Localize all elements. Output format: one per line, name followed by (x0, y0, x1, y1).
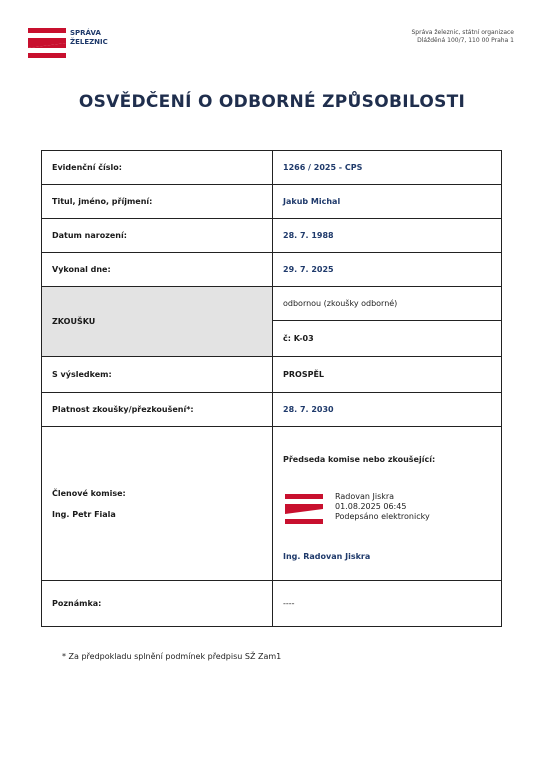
signature-logo-icon (285, 494, 323, 524)
note-value: ---- (273, 581, 502, 627)
birth-value: 28. 7. 1988 (273, 219, 502, 253)
validity-label: Platnost zkoušky/přezkoušení*: (42, 393, 273, 427)
validity-value: 28. 7. 2030 (273, 393, 502, 427)
footnote: * Za předpokladu splnění podmínek předpisu SŽ Zam1 (62, 652, 282, 661)
committee-members-cell (42, 427, 273, 581)
row-result (42, 357, 502, 393)
name-value: Jakub Michal (273, 185, 502, 219)
evidence-label: Evidenční číslo: (42, 151, 273, 185)
document-title: OSVĚDČENÍ O ODBORNÉ ZPŮSOBILOSTI (78, 92, 466, 112)
row-evidence (42, 151, 502, 185)
org-address: Dlážděná 100/7, 110 00 Praha 1 (417, 37, 514, 44)
row-exam-type (42, 287, 502, 321)
organization-address (411, 29, 514, 45)
signature-name: Radovan Jiskra (335, 491, 395, 501)
certificate-table (41, 150, 502, 627)
logo-text (70, 29, 108, 47)
done-value: 29. 7. 2025 (273, 253, 502, 287)
row-name (42, 185, 502, 219)
exam-code: č: K-03 (273, 321, 502, 357)
electronic-signature (283, 492, 491, 528)
result-label: S výsledkem: (42, 357, 273, 393)
note-label: Poznámka: (42, 581, 273, 627)
signature-note: Podepsáno elektronicky (335, 511, 430, 521)
chair-label: Předseda komise nebo zkoušející: (283, 454, 436, 464)
szdc-logo-icon (28, 28, 66, 58)
row-note (42, 581, 502, 627)
signature-text (335, 492, 430, 522)
committee-chair-cell (273, 427, 502, 581)
result-value: PROSPĚL (273, 357, 502, 393)
logo-line2: ŽELEZNIC (70, 38, 108, 46)
org-name: Správa železnic, státní organizace (411, 29, 514, 36)
row-validity (42, 393, 502, 427)
done-label: Vykonal dne: (42, 253, 273, 287)
exam-type: odbornou (zkoušky odborné) (273, 287, 502, 321)
logo-line1: SPRÁVA (70, 29, 101, 37)
name-label: Titul, jméno, příjmení: (42, 185, 273, 219)
birth-label: Datum narození: (42, 219, 273, 253)
evidence-value: 1266 / 2025 - CPS (273, 151, 502, 185)
signature-date: 01.08.2025 06:45 (335, 501, 407, 511)
exam-label: ZKOUŠKU (42, 287, 273, 357)
row-committee (42, 427, 502, 581)
row-birth (42, 219, 502, 253)
row-done (42, 253, 502, 287)
chair-name: Ing. Radovan Jiskra (283, 551, 371, 561)
member-name: Ing. Petr Fiala (52, 509, 116, 519)
members-label: Členové komise: (52, 488, 126, 498)
